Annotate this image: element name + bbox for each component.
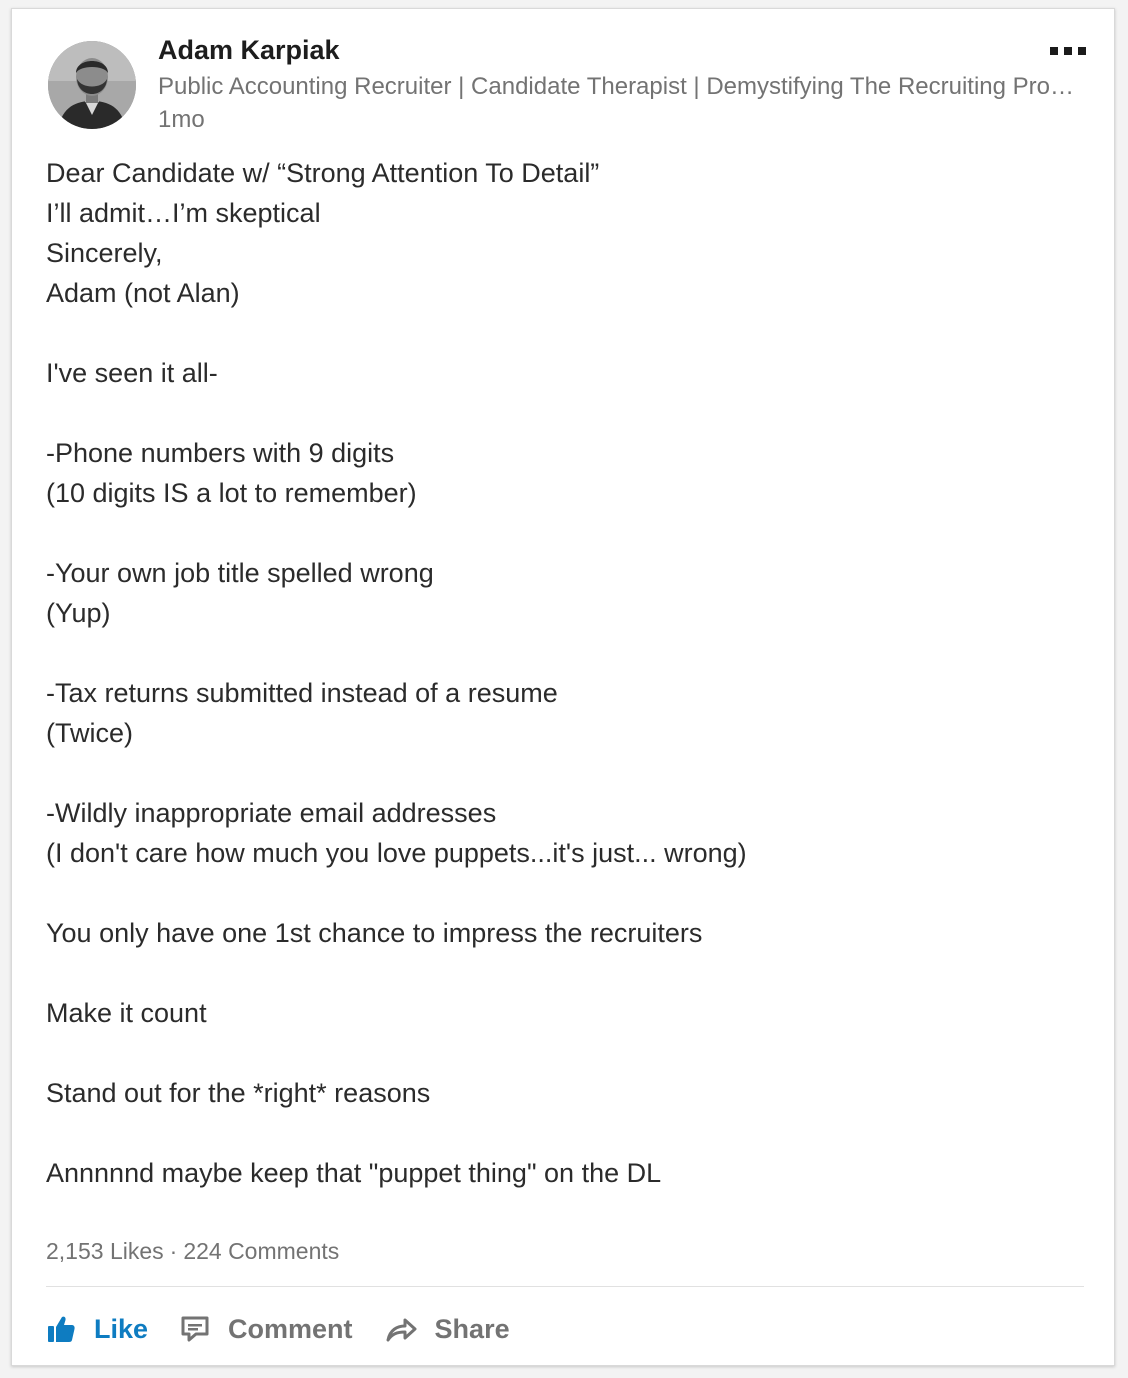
- social-counts: [46, 1238, 339, 1265]
- post-timestamp: 1mo: [158, 106, 205, 133]
- author-name[interactable]: Adam Karpiak: [158, 35, 340, 65]
- avatar[interactable]: [48, 41, 136, 129]
- post-body-line: [46, 313, 1086, 353]
- post-body-line: [46, 873, 1086, 913]
- share-button[interactable]: [385, 1314, 510, 1345]
- post-body-line: Sincerely,: [46, 238, 163, 268]
- post-body-line: (10 digits IS a lot to remember): [46, 478, 417, 508]
- post-body-line: [46, 753, 1086, 793]
- share-label: Share: [434, 1313, 510, 1344]
- post-body-line: -Tax returns submitted instead of a resume: [46, 678, 558, 708]
- actions-divider: [46, 1286, 1084, 1287]
- post-body-line: [46, 1033, 1086, 1073]
- share-arrow-icon: [385, 1316, 417, 1342]
- post-body-line: I've seen it all-: [46, 358, 218, 388]
- comments-count[interactable]: 224 Comments: [183, 1238, 340, 1264]
- post-body-line: Annnnnd maybe keep that "puppet thing" on the DL: [46, 1158, 662, 1188]
- post-body-line: -Phone numbers with 9 digits: [46, 438, 395, 468]
- post-body-line: (Yup): [46, 598, 111, 628]
- post-card: [11, 8, 1115, 1366]
- post-body-line: -Your own job title spelled wrong: [46, 558, 434, 588]
- post-body-line: [46, 633, 1086, 673]
- post-body-line: You only have one 1st chance to impress the recruiters: [46, 918, 703, 948]
- post-body-line: [46, 393, 1086, 433]
- likes-count[interactable]: 2,153 Likes: [46, 1238, 164, 1264]
- post-body-line: [46, 513, 1086, 553]
- comment-label: Comment: [228, 1313, 353, 1344]
- post-body-line: [46, 1113, 1086, 1153]
- post-body-line: (Twice): [46, 718, 133, 748]
- menu-dot: [1078, 47, 1086, 55]
- post-body-line: -Wildly inappropriate email addresses: [46, 798, 497, 828]
- like-button[interactable]: [46, 1314, 148, 1345]
- post-body-line: Dear Candidate w/ “Strong Attention To Detail”: [46, 158, 600, 188]
- author-headline: Public Accounting Recruiter | Candidate Therapist | Demystifying The Recruiting Pro…: [158, 73, 1075, 100]
- counts-separator: ·: [169, 1238, 178, 1264]
- menu-dot: [1064, 47, 1072, 55]
- post-body-line: I’ll admit…I’m skeptical: [46, 198, 321, 228]
- post-body-line: Stand out for the *right* reasons: [46, 1078, 431, 1108]
- post-actions: [46, 1305, 542, 1353]
- thumbs-up-icon: [46, 1314, 76, 1344]
- author-photo: [48, 41, 136, 129]
- comment-bubble-icon: [180, 1315, 210, 1343]
- post-body-line: Adam (not Alan): [46, 278, 240, 308]
- like-label: Like: [94, 1313, 149, 1344]
- post-body-line: [46, 953, 1086, 993]
- menu-dot: [1050, 47, 1058, 55]
- comment-button[interactable]: [180, 1314, 353, 1345]
- post-body: [46, 153, 1086, 1193]
- post-body-line: Make it count: [46, 998, 207, 1028]
- post-body-line: (I don't care how much you love puppets...it's just... wrong): [46, 838, 747, 868]
- more-options-icon[interactable]: [1042, 39, 1094, 63]
